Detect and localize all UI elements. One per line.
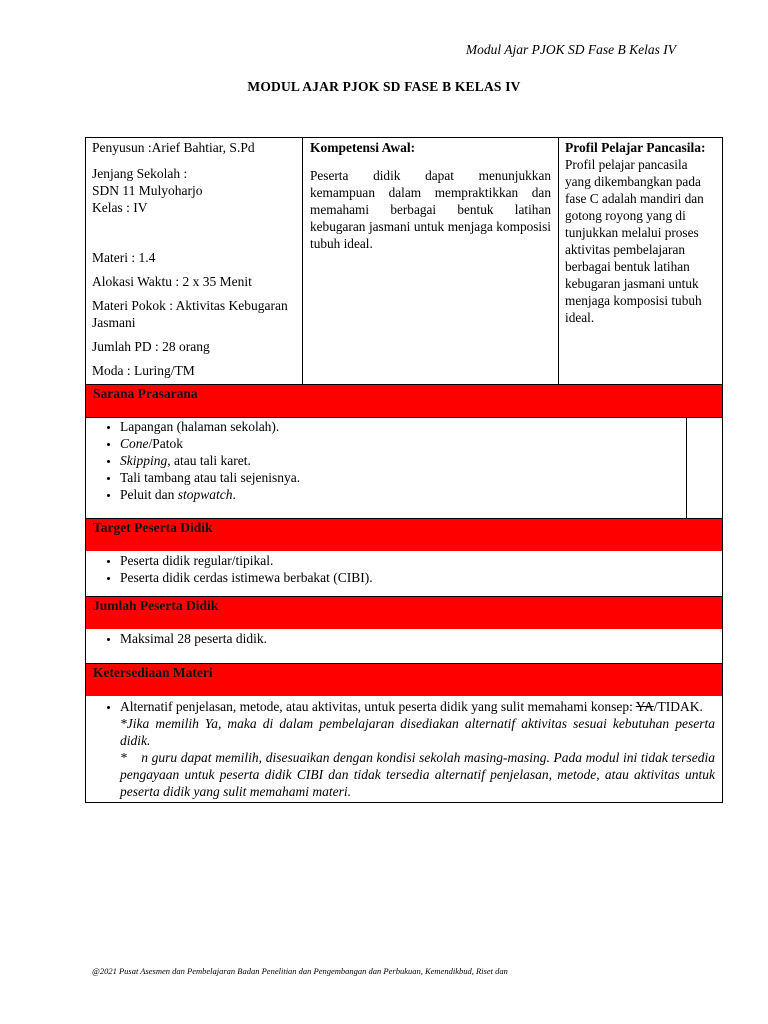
list-item: • Peluit dan stopwatch.: [120, 486, 686, 503]
ya-option: YA: [635, 699, 654, 714]
list-item: • Cone/Patok: [120, 435, 686, 452]
list-item: • Lapangan (halaman sekolah).: [120, 418, 686, 435]
materi-pokok-text: Materi Pokok : Aktivitas Kebugaran Jasmani: [92, 298, 288, 330]
profil-body: Profil pelajar pancasila yang dikembangkan pada fase C adalah mandiri dan gotong royong yang di tunjukkan melalui proses aktivitas pembelajaran berbagai bentuk latihan kebugaran jasmani untuk menjaga komposisi tubuh ideal.: [565, 157, 704, 325]
jumlah-content: [85, 629, 723, 664]
target-content: [85, 551, 723, 597]
list-item: • Peserta didik regular/tipikal.: [120, 552, 722, 569]
profil-column: [559, 138, 722, 384]
identity-grid: [85, 137, 723, 385]
kompetensi-body: Peserta didik dapat menunjukkan kemampuan dalam mempraktikkan dan memahami berbagai bentuk latihan kebugaran jasmani untuk menjaga komposisi tubuh ideal.: [310, 168, 551, 251]
kompetensi-column: [303, 138, 559, 384]
moda-text: Moda : Luring/TM: [92, 363, 195, 378]
ketersediaan-note-1: *Jika memilih Ya, maka di dalam pembelajaran disediakan alternatif aktivitas sesuai kebutuhan peserta didik.: [120, 716, 715, 748]
sarana-content: [85, 417, 723, 519]
module-table: [85, 137, 723, 803]
jenjang-value: SDN 11 Mulyoharjo: [92, 183, 203, 198]
profil-heading: Profil Pelajar Pancasila:: [565, 140, 706, 155]
kompetensi-heading: Kompetensi Awal:: [310, 140, 416, 155]
list-item: • Alternatif penjelasan, metode, atau aktivitas, untuk peserta didik yang sulit memahami konsep: YA/TIDAK.: [120, 698, 715, 715]
sarana-list: [86, 418, 686, 503]
sarana-heading: Sarana Prasarana: [85, 385, 723, 417]
materi-text: Materi : 1.4: [92, 250, 156, 265]
target-list: [86, 552, 722, 586]
identity-column: [86, 138, 303, 384]
target-heading: Target Peserta Didik: [85, 519, 723, 551]
ketersediaan-heading: Ketersediaan Materi: [85, 664, 723, 696]
jumlah-pd-text: Jumlah PD : 28 orang: [92, 339, 210, 354]
alokasi-text: Alokasi Waktu : 2 x 35 Menit: [92, 274, 252, 289]
page-footer: @2021 Pusat Asesmen dan Pembelajaran Badan Penelitian dan Pengembangan dan Perbukuan, Kemendikbud, Riset dan: [92, 966, 508, 976]
running-header: Modul Ajar PJOK SD Fase B Kelas IV: [465, 42, 676, 57]
ketersediaan-list: [86, 698, 715, 715]
jumlah-list: [86, 630, 722, 647]
list-item: • Tali tambang atau tali sejenisnya.: [120, 469, 686, 486]
list-item: • Skipping, atau tali karet.: [120, 452, 686, 469]
tidak-option: /TIDAK.: [653, 699, 703, 714]
document-title: MODUL AJAR PJOK SD FASE B KELAS IV: [247, 79, 521, 94]
jumlah-heading: Jumlah Peserta Didik: [85, 597, 723, 629]
jenjang-label: Jenjang Sekolah :: [92, 166, 188, 181]
list-item: • Maksimal 28 peserta didik.: [120, 630, 722, 647]
penyusun-text: Penyusun :Arief Bahtiar, S.Pd: [92, 140, 255, 155]
list-item: • Peserta didik cerdas istimewa berbakat (CIBI).: [120, 569, 722, 586]
ketersediaan-note-2: * n guru dapat memilih, disesuaikan dengan kondisi sekolah masing-masing. Pada modul ini tidak tersedia pengayaan untuk peserta didik CIBI dan tidak tersedia alternatif penjelasan, metode, atau aktivitas untuk peserta didik yang sulit memahami materi.: [120, 750, 719, 799]
ketersediaan-content: [85, 696, 723, 803]
kelas-text: Kelas : IV: [92, 200, 148, 215]
sarana-inner-cell: [86, 418, 687, 519]
